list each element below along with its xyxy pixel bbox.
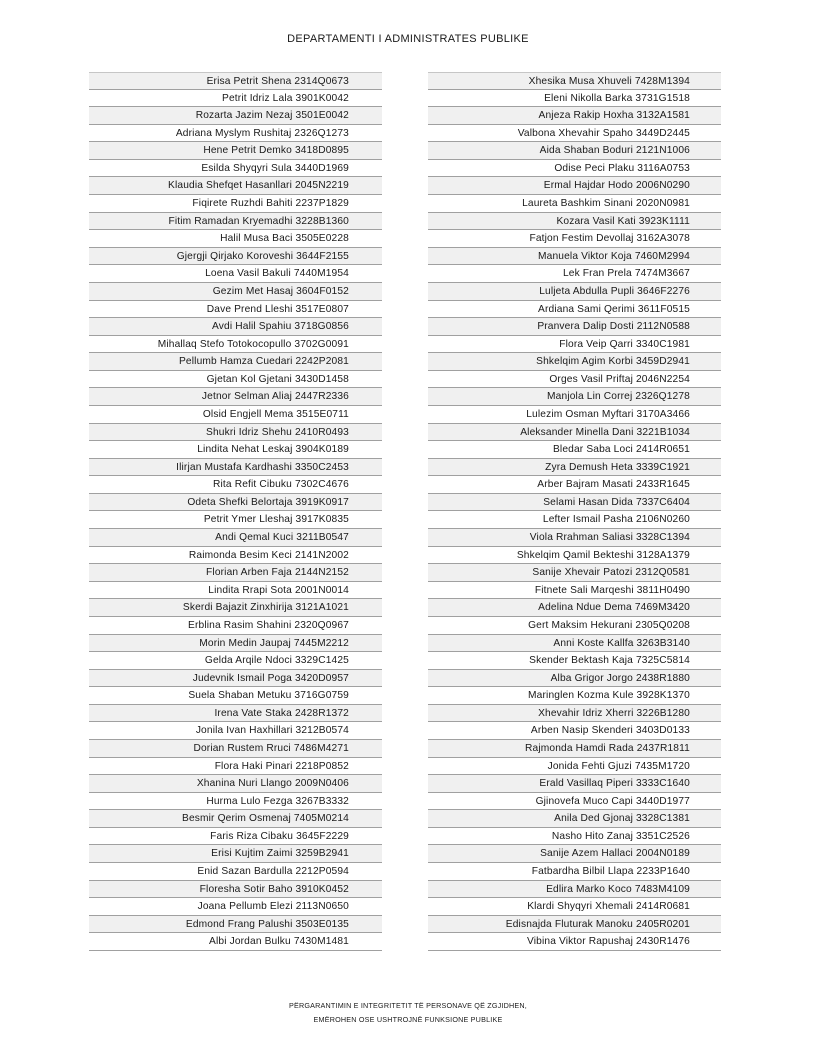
list-item: Anila Ded Gjonaj 3328C1381 <box>428 810 721 828</box>
list-item: Skender Bektash Kaja 7325C5814 <box>428 652 721 670</box>
list-item: Jonida Fehti Gjuzi 7435M1720 <box>428 758 721 776</box>
list-item: Luljeta Abdulla Pupli 3646F2276 <box>428 283 721 301</box>
list-item: Erald Vasillaq Piperi 3333C1640 <box>428 775 721 793</box>
list-item: Selami Hasan Dida 7337C6404 <box>428 494 721 512</box>
list-item: Suela Shaban Metuku 3716G0759 <box>89 687 382 705</box>
list-item: Avdi Halil Spahiu 3718G0856 <box>89 318 382 336</box>
list-item: Petrit Idriz Lala 3901K0042 <box>89 90 382 108</box>
list-item: Ilirjan Mustafa Kardhashi 3350C2453 <box>89 459 382 477</box>
list-item: Joana Pellumb Elezi 2113N0650 <box>89 898 382 916</box>
list-item: Fiqirete Ruzhdi Bahiti 2237P1829 <box>89 195 382 213</box>
list-item: Enid Sazan Bardulla 2212P0594 <box>89 863 382 881</box>
list-item: Faris Riza Cibaku 3645F2229 <box>89 828 382 846</box>
list-item: Xhevahir Idriz Xherri 3226B1280 <box>428 705 721 723</box>
list-item: Petrit Ymer Lleshaj 3917K0835 <box>89 511 382 529</box>
list-item: Gelda Arqile Ndoci 3329C1425 <box>89 652 382 670</box>
list-item: Alba Grigor Jorgo 2438R1880 <box>428 670 721 688</box>
list-item: Arben Nasip Skenderi 3403D0133 <box>428 722 721 740</box>
list-item: Gjetan Kol Gjetani 3430D1458 <box>89 371 382 389</box>
list-item: Vibina Viktor Rapushaj 2430R1476 <box>428 933 721 951</box>
list-item: Klaudia Shefqet Hasanllari 2045N2219 <box>89 177 382 195</box>
list-item: Halil Musa Baci 3505E0228 <box>89 230 382 248</box>
list-item: Fitim Ramadan Kryemadhi 3228B1360 <box>89 213 382 231</box>
footer-line-1: PËRGARANTIMIN E INTEGRITETIT TË PERSONAVE QË ZGJIDHEN, <box>288 1001 528 1010</box>
list-item: Arber Bajram Masati 2433R1645 <box>428 476 721 494</box>
list-item: Viola Rrahman Saliasi 3328C1394 <box>428 529 721 547</box>
list-item: Pellumb Hamza Cuedari 2242P2081 <box>89 353 382 371</box>
list-item: Olsid Engjell Mema 3515E0711 <box>89 406 382 424</box>
list-item: Fatjon Festim Devollaj 3162A3078 <box>428 230 721 248</box>
list-item: Besmir Qerim Osmenaj 7405M0214 <box>89 810 382 828</box>
page-title: DEPARTAMENTI I ADMINISTRATES PUBLIKE <box>287 33 529 45</box>
list-item: Andi Qemal Kuci 3211B0547 <box>89 529 382 547</box>
list-item: Eleni Nikolla Barka 3731G1518 <box>428 90 721 108</box>
list-item: Gjergji Qirjako Koroveshi 3644F2155 <box>89 248 382 266</box>
list-item: Lefter Ismail Pasha 2106N0260 <box>428 511 721 529</box>
list-item: Manjola Lin Correj 2326Q1278 <box>428 388 721 406</box>
list-item: Hurma Lulo Fezga 3267B3332 <box>89 793 382 811</box>
list-item: Edlira Marko Koco 7483M4109 <box>428 881 721 899</box>
list-item: Adelina Ndue Dema 7469M3420 <box>428 599 721 617</box>
list-item: Albi Jordan Bulku 7430M1481 <box>89 933 382 951</box>
list-item: Edmond Frang Palushi 3503E0135 <box>89 916 382 934</box>
list-item: Dorian Rustem Rruci 7486M4271 <box>89 740 382 758</box>
list-item: Jetnor Selman Aliaj 2447R2336 <box>89 388 382 406</box>
list-item: Gezim Met Hasaj 3604F0152 <box>89 283 382 301</box>
list-item: Judevnik Ismail Poga 3420D0957 <box>89 670 382 688</box>
list-item: Flora Haki Pinari 2218P0852 <box>89 758 382 776</box>
list-item: Nasho Hito Zanaj 3351C2526 <box>428 828 721 846</box>
right-name-list <box>428 72 721 951</box>
list-item: Ermal Hajdar Hodo 2006N0290 <box>428 177 721 195</box>
list-item: Rajmonda Hamdi Rada 2437R1811 <box>428 740 721 758</box>
list-item: Lek Fran Prela 7474M3667 <box>428 265 721 283</box>
list-item: Lindita Nehat Leskaj 3904K0189 <box>89 441 382 459</box>
list-item: Odise Peci Plaku 3116A0753 <box>428 160 721 178</box>
list-item: Erisi Kujtim Zaimi 3259B2941 <box>89 845 382 863</box>
list-item: Florian Arben Faja 2144N2152 <box>89 564 382 582</box>
list-item: Rita Refit Cibuku 7302C4676 <box>89 476 382 494</box>
left-name-list <box>89 72 382 951</box>
list-item: Pranvera Dalip Dosti 2112N0588 <box>428 318 721 336</box>
list-item: Valbona Xhevahir Spaho 3449D2445 <box>428 125 721 143</box>
list-item: Zyra Demush Heta 3339C1921 <box>428 459 721 477</box>
list-item: Xhanina Nuri Llango 2009N0406 <box>89 775 382 793</box>
list-item: Esilda Shyqyri Sula 3440D1969 <box>89 160 382 178</box>
list-item: Anni Koste Kallfa 3263B3140 <box>428 635 721 653</box>
list-item: Xhesika Musa Xhuveli 7428M1394 <box>428 72 721 90</box>
list-item: Floresha Sotir Baho 3910K0452 <box>89 881 382 899</box>
list-item: Morin Medin Jaupaj 7445M2212 <box>89 635 382 653</box>
list-item: Fitnete Sali Marqeshi 3811H0490 <box>428 582 721 600</box>
list-item: Mihallaq Stefo Totokocopullo 3702G0091 <box>89 336 382 354</box>
list-item: Raimonda Besim Keci 2141N2002 <box>89 547 382 565</box>
list-item: Skerdi Bajazit Zinxhirija 3121A1021 <box>89 599 382 617</box>
list-item: Maringlen Kozma Kule 3928K1370 <box>428 687 721 705</box>
list-item: Shkelqim Agim Korbi 3459D2941 <box>428 353 721 371</box>
list-item: Hene Petrit Demko 3418D0895 <box>89 142 382 160</box>
list-item: Kozara Vasil Kati 3923K1111 <box>428 213 721 231</box>
list-item: Lulezim Osman Myftari 3170A3466 <box>428 406 721 424</box>
list-item: Orges Vasil Priftaj 2046N2254 <box>428 371 721 389</box>
list-item: Rozarta Jazim Nezaj 3501E0042 <box>89 107 382 125</box>
list-item: Klardi Shyqyri Xhemali 2414R0681 <box>428 898 721 916</box>
list-item: Lindita Rrapi Sota 2001N0014 <box>89 582 382 600</box>
list-item: Laureta Bashkim Sinani 2020N0981 <box>428 195 721 213</box>
list-item: Irena Vate Staka 2428R1372 <box>89 705 382 723</box>
footer-line-2: EMËROHEN OSE USHTROJNË FUNKSIONE PUBLIKE <box>313 1015 503 1024</box>
list-item: Anjeza Rakip Hoxha 3132A1581 <box>428 107 721 125</box>
list-item: Loena Vasil Bakuli 7440M1954 <box>89 265 382 283</box>
list-item: Aleksander Minella Dani 3221B1034 <box>428 424 721 442</box>
list-item: Manuela Viktor Koja 7460M2994 <box>428 248 721 266</box>
list-item: Odeta Shefki Belortaja 3919K0917 <box>89 494 382 512</box>
list-item: Adriana Myslym Rushitaj 2326Q1273 <box>89 125 382 143</box>
list-item: Shukri Idriz Shehu 2410R0493 <box>89 424 382 442</box>
list-item: Sanije Azem Hallaci 2004N0189 <box>428 845 721 863</box>
list-item: Erblina Rasim Shahini 2320Q0967 <box>89 617 382 635</box>
list-item: Edisnajda Fluturak Manoku 2405R0201 <box>428 916 721 934</box>
list-item: Flora Veip Qarri 3340C1981 <box>428 336 721 354</box>
list-item: Dave Prend Lleshi 3517E0807 <box>89 301 382 319</box>
list-item: Jonila Ivan Haxhillari 3212B0574 <box>89 722 382 740</box>
list-item: Fatbardha Bilbil Llapa 2233P1640 <box>428 863 721 881</box>
list-item: Sanije Xhevair Patozi 2312Q0581 <box>428 564 721 582</box>
list-item: Erisa Petrit Shena 2314Q0673 <box>89 72 382 90</box>
list-item: Shkelqim Qamil Bekteshi 3128A1379 <box>428 547 721 565</box>
list-item: Bledar Saba Loci 2414R0651 <box>428 441 721 459</box>
list-item: Ardiana Sami Qerimi 3611F0515 <box>428 301 721 319</box>
list-item: Gert Maksim Hekurani 2305Q0208 <box>428 617 721 635</box>
list-item: Gjinovefa Muco Capi 3440D1977 <box>428 793 721 811</box>
list-item: Aida Shaban Boduri 2121N1006 <box>428 142 721 160</box>
